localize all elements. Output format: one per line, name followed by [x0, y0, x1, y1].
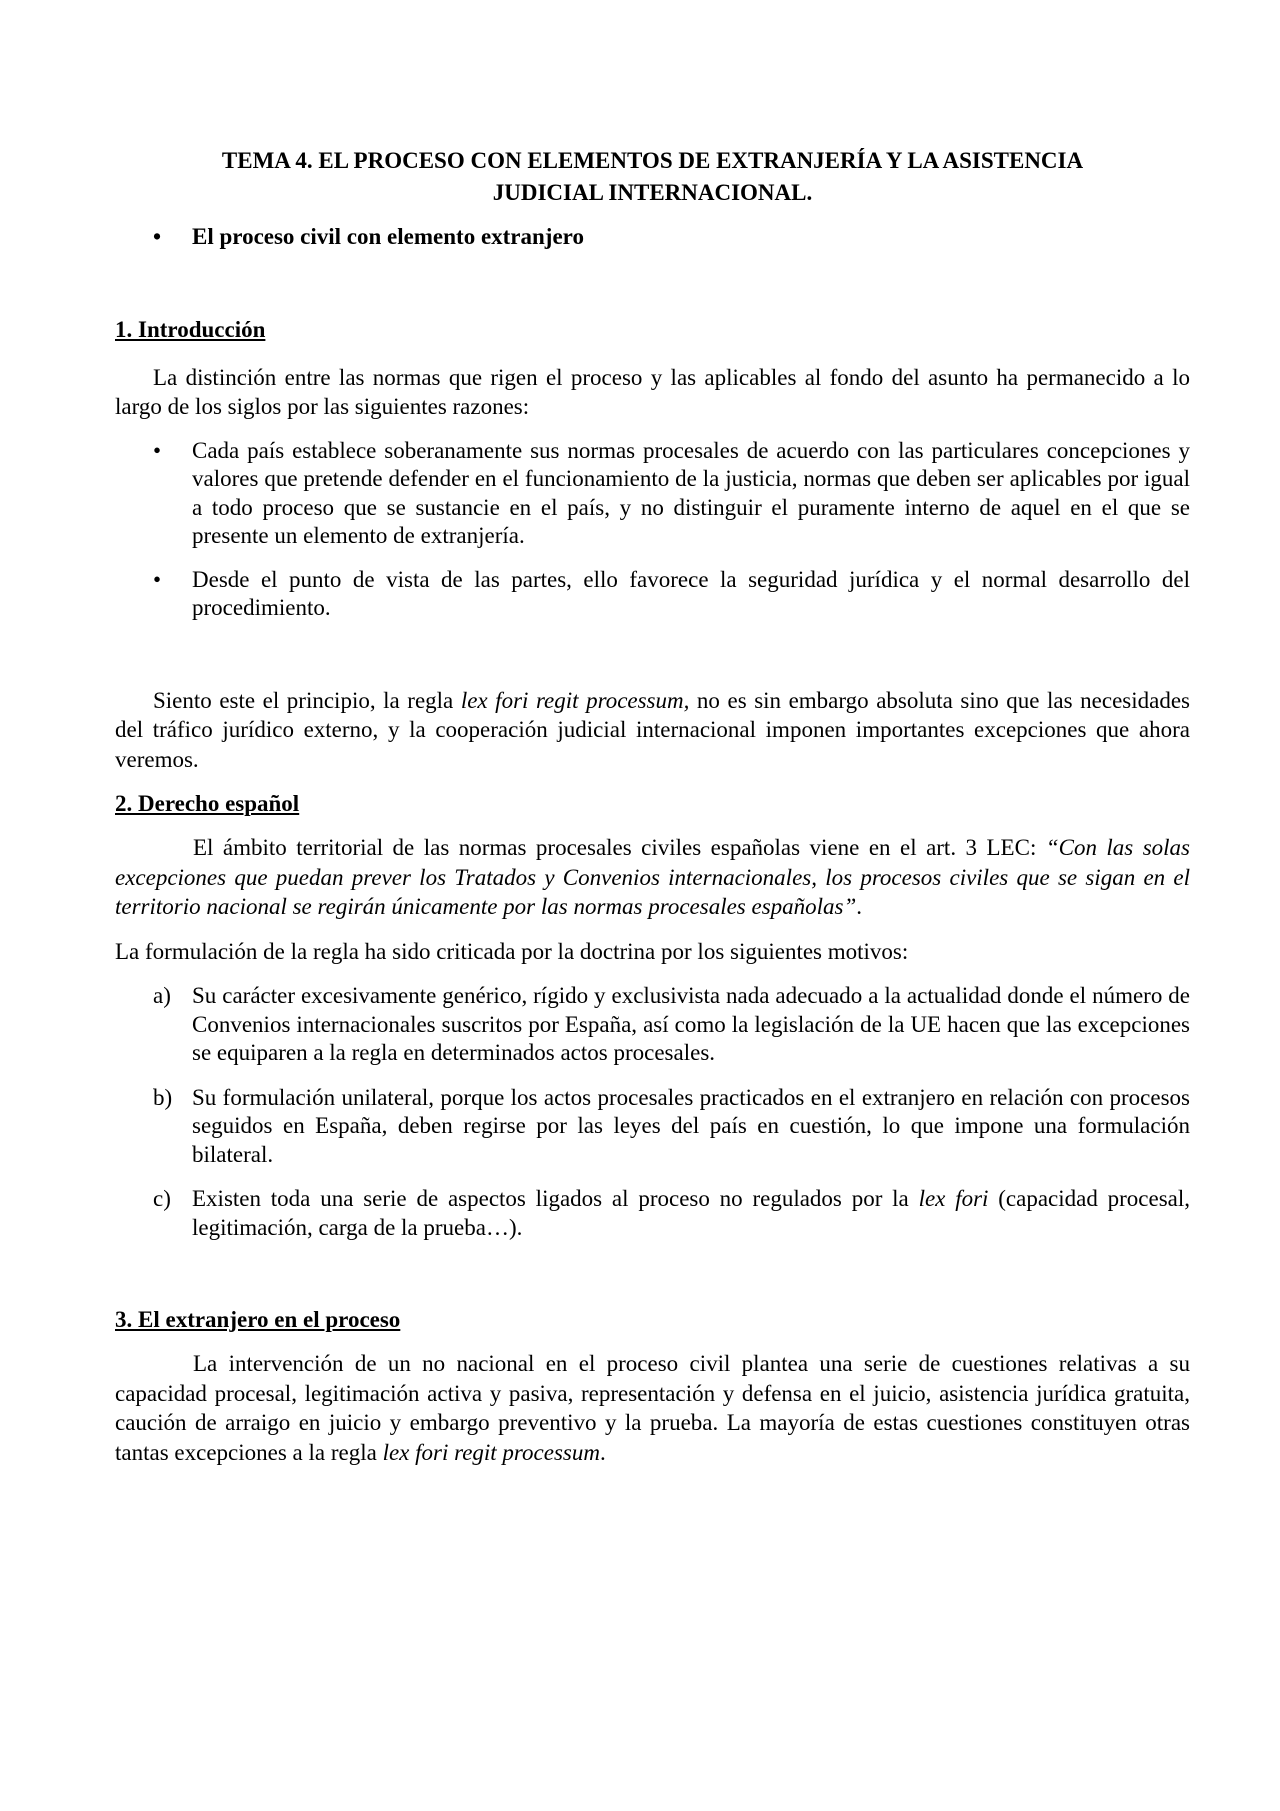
document-page [115, 145, 1190, 1467]
list-marker: a) [153, 983, 171, 1008]
bullet-marker: • [153, 224, 162, 249]
latin-phrase: lex fori regit processum, [460, 687, 690, 713]
section-1-bullets [115, 437, 1190, 623]
section-2-quote-paragraph [115, 833, 1190, 922]
text-run: Siento este el principio, la regla [153, 687, 461, 713]
title-line-1: TEMA 4. EL PROCESO CON ELEMENTOS DE EXTRANJERÍA Y LA ASISTENCIA [221, 148, 1084, 173]
list-item [115, 1084, 1190, 1170]
section-2-reasons [115, 982, 1190, 1242]
text-run: . [856, 894, 863, 919]
legal-quote: “Con las solas excepciones que puedan prever los Tratados y Convenios internacionales, los procesos civiles que se sigan en el territorio nacional se regirán únicamente por las normas procesales españolas” [115, 835, 1191, 919]
section-1-heading: 1. Introducción [115, 316, 266, 342]
list-item [115, 982, 1190, 1068]
list-item [115, 566, 1190, 623]
document-title [115, 145, 1190, 209]
section-1-intro: La distinción entre las normas que rigen el proceso y las aplicables al fondo del asunto ha permanecido a lo largo de los siglos por las siguientes razones: [115, 364, 1190, 419]
text-run: no es sin embargo absoluta sino que las necesidades del tráfico jurídico externo, y la cooperación judicial internacional imponen importantes excepciones que ahora veremos. [115, 687, 1190, 772]
list-item-text: Su formulación unilateral, porque los actos procesales practicados en el extranjero en relación con procesos seguidos en España, deben regirse por las leyes del país en cuestión, lo que impone una formulación bilateral. [192, 1084, 1190, 1167]
list-marker: b) [153, 1084, 173, 1110]
title-line-2: JUDICIAL INTERNACIONAL. [492, 180, 813, 205]
text-run: . [599, 1439, 606, 1465]
list-item-text: Cada país establece soberanamente sus normas procesales de acuerdo con las particulares concepciones y valores que pretende defender en el funcionamiento de la justicia, normas que deben ser aplicables por igual a todo proceso que se sustancie en el país, y no distinguir el puramente interno de aquel en el que se presente un elemento de extranjería. [192, 437, 1190, 548]
list-item [115, 437, 1190, 551]
list-item-text: Su carácter excesivamente genérico, rígido y exclusivista nada adecuado a la actualidad donde el número de Convenios internacionales suscritos por España, así como la legislación de la UE hacen que las excepciones se equiparen a la regla en determinados actos procesales. [192, 983, 1190, 1065]
text-run: (capacidad procesal, legitimación, carga de la prueba…). [192, 1186, 1191, 1240]
section-2-criticism-intro: La formulación de la regla ha sido criticada por la doctrina por los siguientes motivos: [115, 938, 909, 964]
bullet-marker: • [153, 566, 162, 592]
section-2-heading: 2. Derecho español [115, 791, 300, 816]
list-item-text: Desde el punto de vista de las partes, ello favorece la seguridad jurídica y el normal desarrollo del procedimiento. [192, 566, 1190, 620]
list-item [115, 1185, 1190, 1242]
text-run: El ámbito territorial de las normas procesales civiles españolas viene en el art. 3 LEC: [193, 835, 1046, 860]
section-3-paragraph [115, 1349, 1190, 1467]
list-marker: c) [153, 1186, 171, 1211]
latin-phrase: lex fori [918, 1186, 989, 1211]
text-run: La intervención de un no nacional en el proceso civil plantea una serie de cuestiones relativas a su capacidad procesal, legitimación activa y pasiva, representación y defensa en el juicio, asistencia jurídica gratuita, caución de arraigo en juicio y embargo preventivo y la prueba. La mayoría de estas cuestiones constituyen otras tantas excepciones a la regla [115, 1351, 1190, 1465]
section-1-closing [115, 686, 1190, 775]
subtopic-bullet [115, 223, 1190, 252]
section-3-heading: 3. El extranjero en el proceso [115, 1307, 401, 1332]
list-item-text [192, 1186, 1190, 1240]
subtopic-label: El proceso civil con elemento extranjero [192, 224, 584, 249]
latin-phrase: lex fori regit processum [382, 1439, 600, 1465]
text-run: Existen toda una serie de aspectos ligados al proceso no regulados por la [192, 1186, 919, 1211]
bullet-marker: • [153, 437, 162, 463]
